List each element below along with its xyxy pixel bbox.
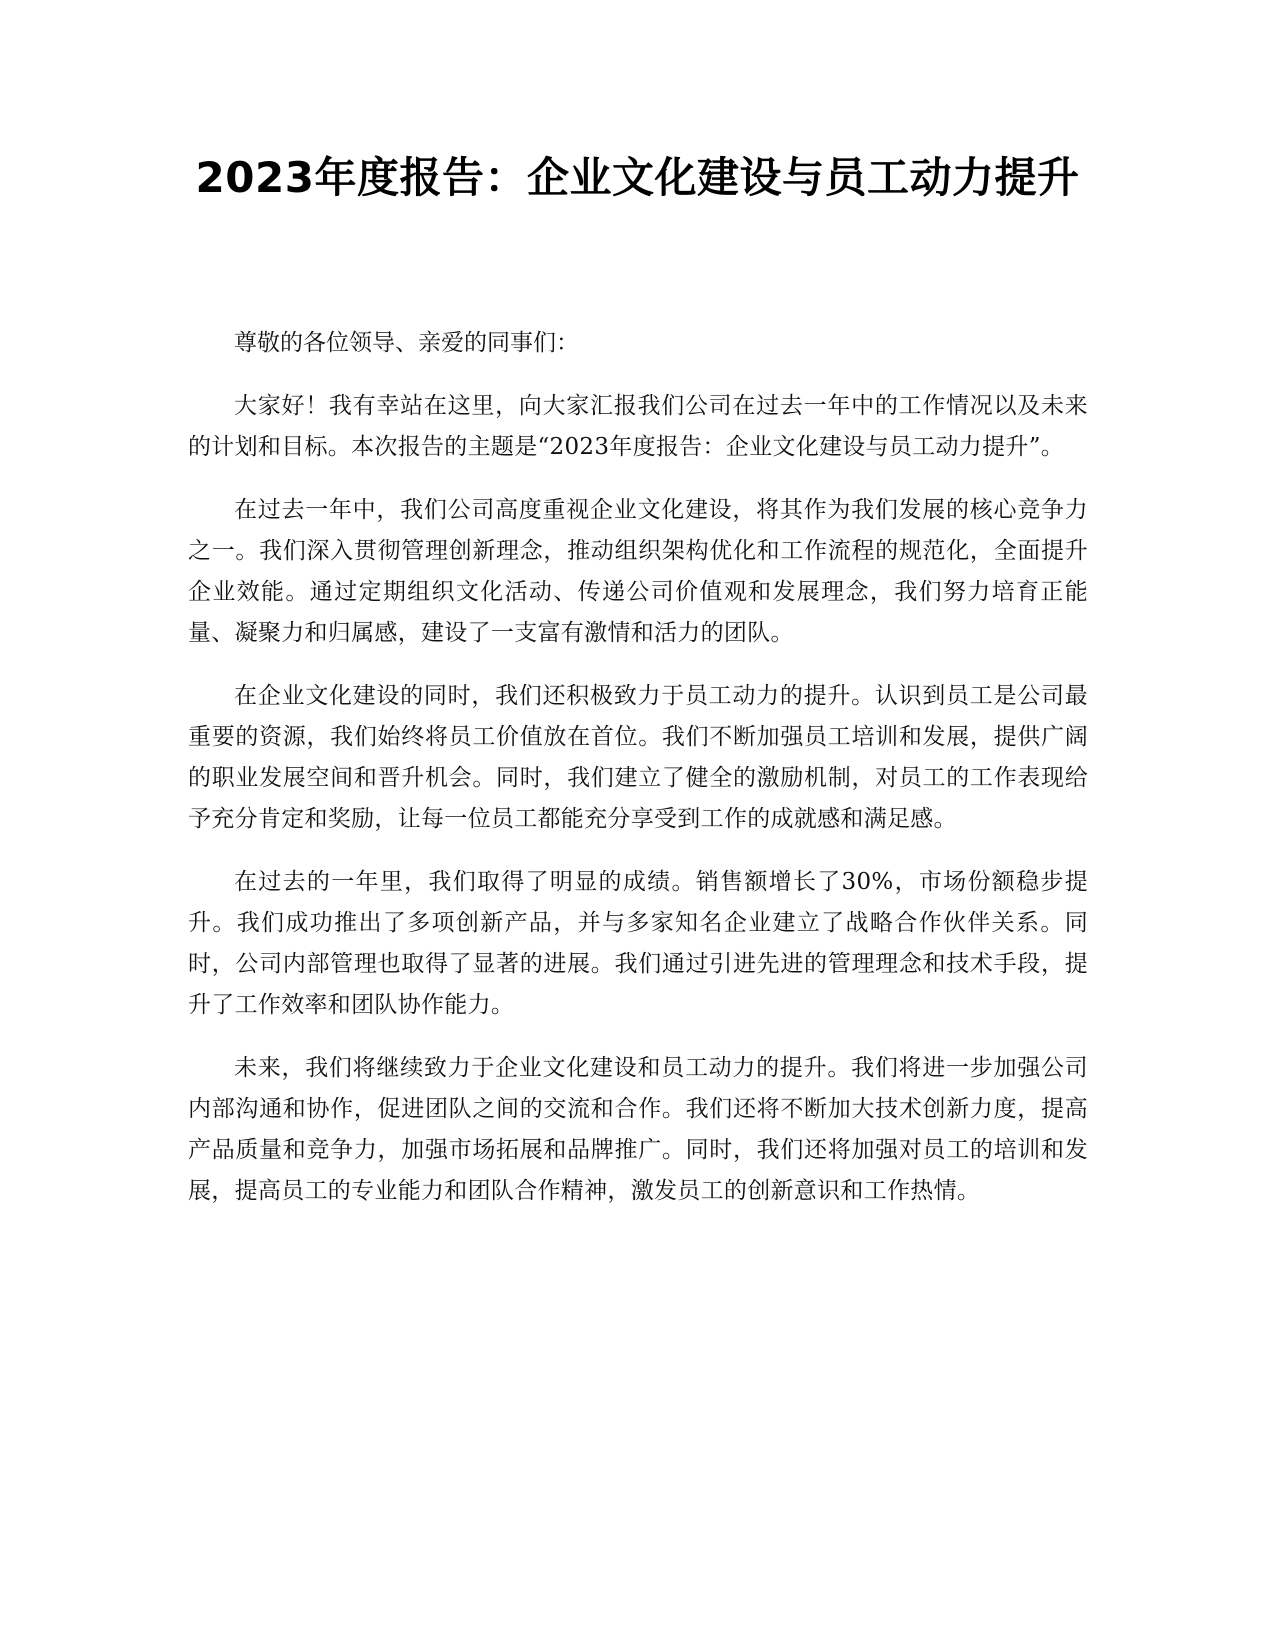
document-body xyxy=(188,323,1088,1234)
document-title: 2023年度报告：企业文化建设与员工动力提升 xyxy=(195,153,1080,202)
salutation: 尊敬的各位领导、亲爱的同事们： xyxy=(234,330,579,356)
paragraph-culture: 在过去一年中，我们公司高度重视企业文化建设，将其作为我们发展的核心竞争力之一。我们深入贯彻管理创新理念，推动组织架构优化和工作流程的规范化，全面提升企业效能。通过定期组织文化活动、传递公司价值观和发展理念，我们努力培育正能量、凝聚力和归属感，建设了一支富有激情和活力的团队。 xyxy=(188,497,1088,646)
paragraph-intro: 大家好！我有幸站在这里，向大家汇报我们公司在过去一年中的工作情况以及未来的计划和目标。本次报告的主题是“2023年度报告：企业文化建设与员工动力提升”。 xyxy=(188,393,1088,460)
paragraph-motivation: 在企业文化建设的同时，我们还积极致力于员工动力的提升。认识到员工是公司最重要的资源，我们始终将员工价值放在首位。我们不断加强员工培训和发展，提供广阔的职业发展空间和晋升机会。同时，我们建立了健全的激励机制，对员工的工作表现给予充分肯定和奖励，让每一位员工都能充分享受到工作的成就感和满足感。 xyxy=(188,683,1088,832)
paragraph-future: 未来，我们将继续致力于企业文化建设和员工动力的提升。我们将进一步加强公司内部沟通和协作，促进团队之间的交流和合作。我们还将不断加大技术创新力度，提高产品质量和竞争力，加强市场拓展和品牌推广。同时，我们还将加强对员工的培训和发展，提高员工的专业能力和团队合作精神，激发员工的创新意识和工作热情。 xyxy=(188,1055,1088,1204)
paragraph-achievements: 在过去的一年里，我们取得了明显的成绩。销售额增长了30%，市场份额稳步提升。我们成功推出了多项创新产品，并与多家知名企业建立了战略合作伙伴关系。同时，公司内部管理也取得了显著的进展。我们通过引进先进的管理理念和技术手段，提升了工作效率和团队协作能力。 xyxy=(188,869,1088,1018)
